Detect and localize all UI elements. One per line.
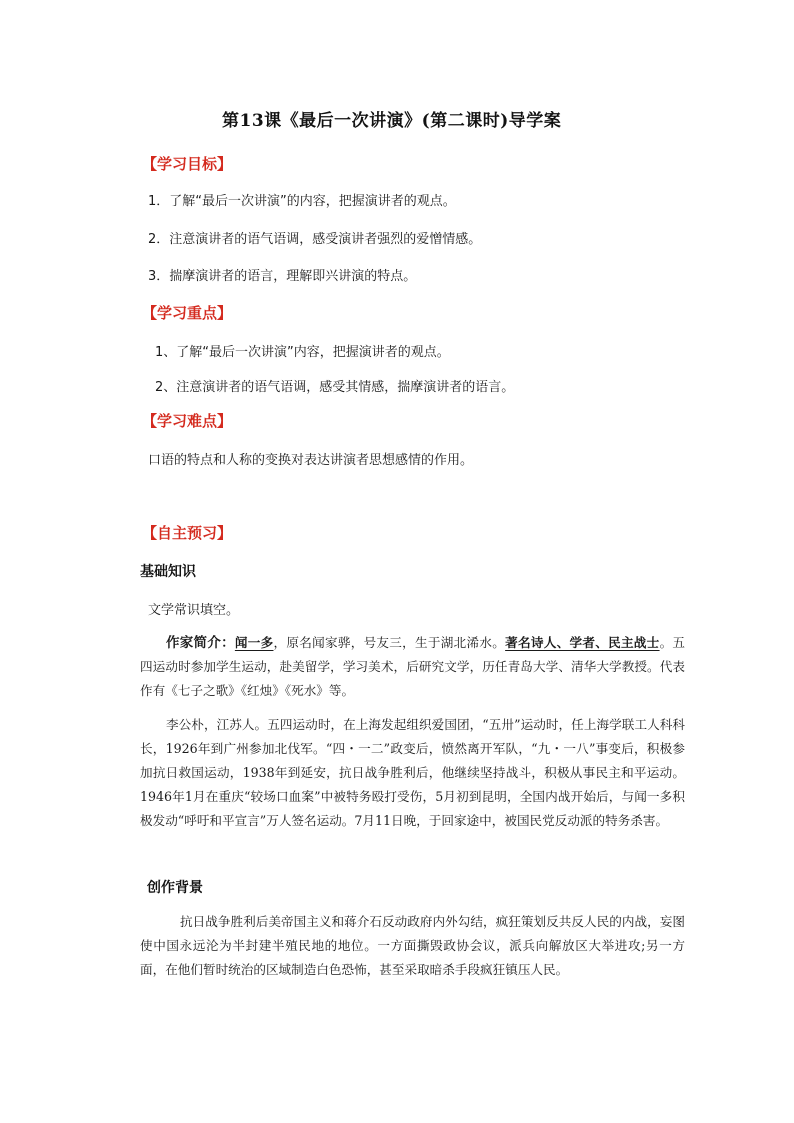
author-highlight: 著名诗人、学者、民主战士 [505, 635, 660, 650]
difficulty-item-1: 口语的特点和人称的变换对表达讲演者思想感情的作用。 [148, 453, 474, 468]
keypoint-item-1: 1、了解“最后一次讲演”内容，把握演讲者的观点。 [155, 345, 450, 360]
page-title: 第13课《最后一次讲演》(第二课时)导学案 [222, 111, 562, 131]
author-intro-paragraph [140, 631, 685, 703]
goal-item-3: 3．揣摩演讲者的语言，理解即兴讲演的特点。 [148, 269, 417, 284]
goal-item-2: 2．注意演讲者的语气语调，感受演讲者强烈的爱憎情感。 [148, 232, 482, 247]
author-text-1: ，原名闻家骅，号友三，生于湖北浠水。 [273, 635, 506, 650]
goals-heading: 【学习目标】 [142, 155, 233, 173]
basic-knowledge-heading: 基础知识 [140, 564, 196, 580]
keypoints-heading: 【学习重点】 [142, 304, 233, 322]
keypoint-item-2: 2、注意演讲者的语气语调，感受其情感，揣摩演讲者的语言。 [155, 380, 515, 395]
author-label: 作家简介： [166, 635, 235, 651]
difficulties-heading: 【学习难点】 [142, 412, 233, 430]
fill-instruction: 文学常识填空。 [148, 603, 240, 618]
li-gongpu-paragraph: 李公朴，江苏人。五四运动时，在上海发起组织爱国团，“五卅”运动时，任上海学联工人科科长，1926年到广州参加北伐军。“四・一二”政变后，愤然离开军队，“九・一八”事变后，积极参加抗日救国运动，1938年到延安，抗日战争胜利后，他继续坚持战斗，积极从事民主和平运动。1946年1月在重庆“较场口血案”中被特务殴打受伤，5月初到昆明，全国内战开始后，与闻一多积极发动“呼吁和平宣言”万人签名运动。7月11日晚，于回家途中，被国民党反动派的特务杀害。 [140, 717, 685, 828]
author-name: 闻一多 [234, 635, 274, 650]
author-text-2: 。五四运动时参加学生运动，赴美留学，学习美术，后研究文学，历任青岛大学、清华大学教授。代表作有《七子之歌》《红烛》《死水》等。 [140, 635, 686, 698]
preview-heading: 【自主预习】 [142, 524, 233, 542]
goal-item-1: 1．了解“最后一次讲演”的内容，把握演讲者的观点。 [148, 194, 456, 209]
background-paragraph: 抗日战争胜利后美帝国主义和蒋介石反动政府内外勾结，疯狂策划反共反人民的内战，妄图使中国永远沦为半封建半殖民地的地位。一方面撕毁政协会议，派兵向解放区大举进攻;另一方面，在他们暂时统治的区域制造白色恐怖，甚至采取暗杀手段疯狂镇压人民。 [140, 914, 685, 977]
background-heading: 创作背景 [147, 880, 203, 896]
